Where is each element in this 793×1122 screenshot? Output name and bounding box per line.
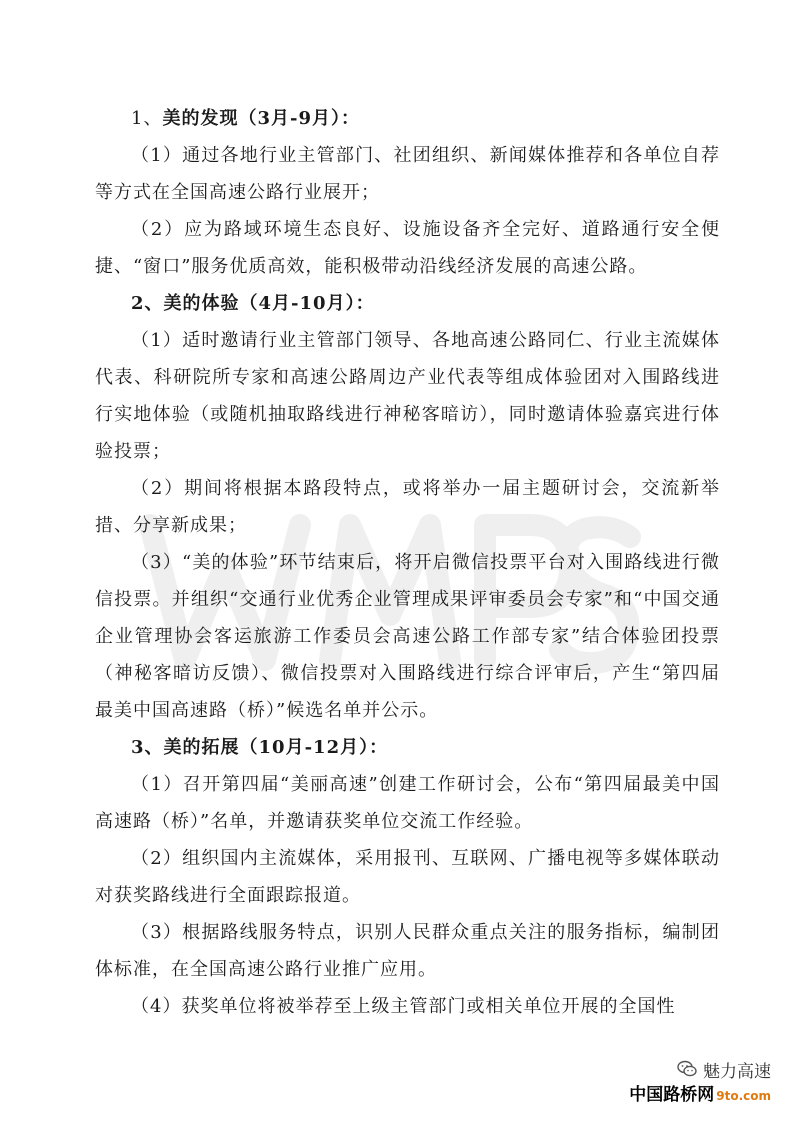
section-2-heading: [95, 285, 720, 322]
section-1-paragraph-2: （2）应为路域环境生态良好、设施设备齐全完好、道路通行安全便捷、“窗口”服务优质高效，能积极带动沿线经济发展的高速公路。: [95, 219, 720, 277]
section-2-number: 2、: [131, 293, 164, 314]
section-3-title: 美的拓展（10月-12月）：: [163, 737, 389, 758]
section-2-paragraph-1: （1）适时邀请行业主管部门领导、各地高速公路同仁、行业主流媒体代表、科研院所专家和高速公路周边产业代表等组成体验团对入围路线进行实地体验（或随机抽取路线进行神秘客暗访），同时邀请体验嘉宾进行体验投票；: [95, 330, 720, 462]
wechat-account-name: 魅力高速: [703, 1061, 771, 1082]
page-footer: [629, 1056, 771, 1106]
site-signature: [629, 1084, 771, 1106]
site-name: 中国路桥网: [629, 1085, 715, 1105]
site-url[interactable]: 9to.com: [716, 1089, 771, 1103]
document-body: [95, 100, 720, 1025]
section-1-number: 1、: [131, 108, 163, 129]
section-2-paragraph-2: （2）期间将根据本路段特点，或将举办一届主题研讨会，交流新举措、分享新成果；: [95, 478, 720, 536]
section-2-title: 美的体验（4月-10月）：: [163, 293, 375, 314]
section-1-heading: [95, 100, 720, 137]
section-3-heading: [95, 729, 720, 766]
wechat-account[interactable]: [629, 1056, 771, 1082]
section-3-paragraph-1: （1）召开第四届“美丽高速”创建工作研讨会，公布“第四届最美中国高速路（桥）”名单，并邀请获奖单位交流工作经验。: [95, 774, 720, 832]
section-3-paragraph-3: （3）根据路线服务特点，识别人民群众重点关注的服务指标，编制团体标准，在全国高速公路行业推广应用。: [95, 922, 720, 980]
section-3-paragraph-4: （4）获奖单位将被举荐至上级主管部门或相关单位开展的全国性: [131, 996, 676, 1017]
section-2-paragraph-3: （3）“美的体验”环节结束后，将开启微信投票平台对入围路线进行微信投票。并组织“交通行业优秀企业管理成果评审委员会专家”和“中国交通企业管理协会客运旅游工作委员会高速公路工作部专家”结合体验团投票（神秘客暗访反馈）、微信投票对入围路线进行综合评审后，产生“第四届最美中国高速路（桥）”候选名单并公示。: [95, 552, 720, 721]
section-1-paragraph-1: （1）通过各地行业主管部门、社团组织、新闻媒体推荐和各单位自荐等方式在全国高速公路行业展开；: [95, 145, 720, 203]
section-1-title: 美的发现（3月-9月）：: [162, 108, 360, 129]
section-3-number: 3、: [131, 737, 164, 758]
wechat-icon: [677, 1060, 697, 1078]
section-3-paragraph-2: （2）组织国内主流媒体，采用报刊、互联网、广播电视等多媒体联动对获奖路线进行全面跟踪报道。: [95, 848, 720, 906]
